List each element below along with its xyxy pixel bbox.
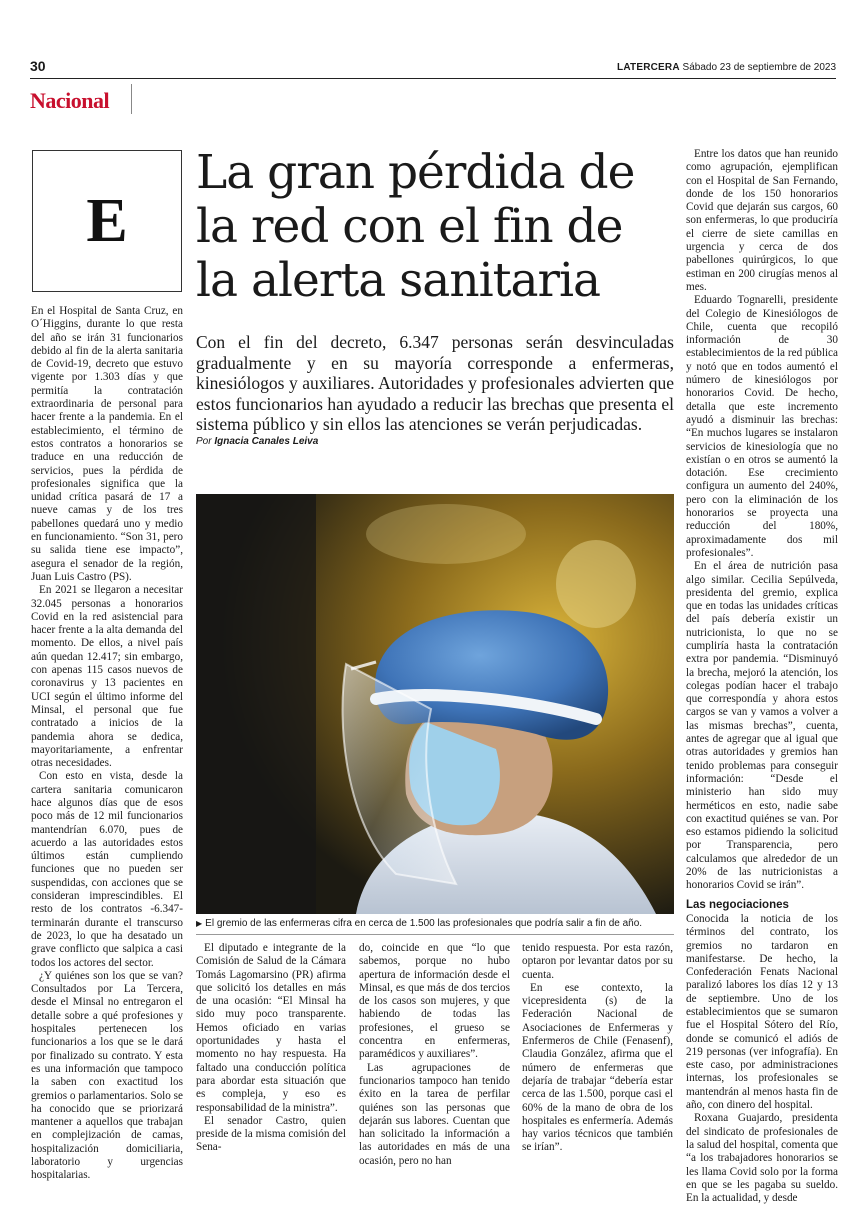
page-number: 30 [30, 58, 46, 74]
paragraph: Eduardo Tognarelli, presidente del Colegio de Kinesiólogos de Chile, cuenta que recopiló información de 30 establecimientos de la red pública y notó que en todos aumentó el número de kinesiólogos por honorarios Covid. De hecho, detalla que este incremento ayudó a disminuir las brechas: “En muchos lugares se instalaron servicios de kinesiología que no existían o en otros se aumentó la dotación. Ese crecimiento configura un aumento del 240%, pero con la eliminación de los honorarios se proyecta una reducción del 180%, aproximadamente dos mil profesionales”. [686, 294, 838, 559]
paragraph: El senador Castro, quien preside de la misma comisión del Sena- [196, 1114, 346, 1154]
paragraph: tenido respuesta. Por esta razón, optaron por levantar datos por su cuenta. [522, 942, 673, 981]
byline-author: Ignacia Canales Leiva [214, 436, 319, 447]
paragraph: Roxana Guajardo, presidenta del sindicato de profesionales de la salud del hospital, comenta que “a los trabajadores honorarios se les llama Covid solo por la forma en que se les pagaba su sueldo. En la actualidad, y desde [686, 1112, 838, 1205]
article-photo [196, 494, 674, 914]
article-column-1 [31, 305, 183, 1183]
drop-initial: E [86, 187, 128, 255]
headline: La gran pérdida de la red con el fin de la alerta sanitaria [196, 145, 635, 308]
photo-caption [196, 918, 674, 930]
publication-date: Sábado 23 de septiembre de 2023 [682, 62, 836, 73]
lede: Con el fin del decreto, 6.347 personas serán desvinculadas gradualmente y en su mayoría corresponde a enfermeras, kinesiólogos y auxiliares. Autoridades y profesionales advierten que estos funcionarios han ayudado a reducir las brechas que presenta el sistema público y sin ellos las atenciones se verán perjudicadas. [196, 332, 674, 434]
article-column-2 [196, 942, 346, 1155]
article-column-3 [359, 942, 510, 1168]
subhead: Las negociaciones [686, 898, 789, 911]
paragraph: Con esto en vista, desde la cartera sanitaria comunicaron hace algunos días que de esos poco más de 12 mil funcionarios mantendrían 6.070, pues de acuerdo a las autoridades estos últimos están cumpliendo funciones que no pueden ser suspendidas, con acciones que se consideran imprescindibles. El resto de los contratos -6.347- terminarán durante el transcurso de 2023, lo que ha desatado un grave conflicto que salpica a casi todos los actores del sector. [31, 770, 183, 969]
article-column-4 [522, 942, 673, 1155]
paragraph: En ese contexto, la vicepresidenta (s) de la Federación Nacional de Asociaciones de Enfermeras y Enfermeros de Chile (Fenasenf), Claudia González, afirma que el número de enfermeras que dejaría de trabajar “debería estar cerca de las 1.500, porque casi el 60% de la mano de obra de los hospitales es enfermería. Además hay varios técnicos que también se irían”. [522, 981, 673, 1154]
paragraph: Conocida la noticia de los términos del contrato, los gremios no tardaron en manifestarse. De hecho, la Confederación Fenats Nacional paralizó labores los días 12 y 13 de septiembre. Uno de los establecimientos que se sumaron fue el Hospital Sótero del Río, donde se comunicó el adiós de 219 personas (ver infografía). En este caso, por administraciones internas, los profesionales se mantendrán al menos hasta fin de año, con dinero del hospital. [686, 912, 838, 1112]
article-column-5 [686, 148, 838, 1205]
paragraph: Las agrupaciones de funcionarios tampoco han tenido éxito en la tarea de perfilar quiénes son las personas que dejarán sus labores. Cuentan que han solicitado la información a las autoridades en más de una ocasión, pero no han [359, 1061, 510, 1167]
paragraph: En 2021 se llegaron a necesitar 32.045 personas a honorarios Covid en la red asistencial para hacer frente a la alta demanda del momento. De ellos, a nivel país aún quedan 12.417; sin embargo, con apenas 115 casos nuevos de coronavirus y 13 pacientes en UCI según el último informe del Minsal, el personal que fue contratado a inicios de la pandemia ahora se dedica, mayoritariamente, a enfrentar otras necesidades. [31, 584, 183, 770]
paragraph: do, coincide en que “lo que sabemos, porque no hubo apertura de información desde el Minsal, es que más de dos tercios de los casos son mujeres, y que habiendo de todas las profesiones, el grueso se concentra en enfermeras, paramédicos y auxiliares”. [359, 942, 510, 1061]
byline-prefix: Por [196, 436, 212, 447]
publication-brand: LATERCERA [617, 62, 680, 73]
paragraph: En el Hospital de Santa Cruz, en O´Higgins, durante lo que resta del año se irán 31 funcionarios debido al fin de la alerta sanitaria de Covid-19, decreto que estuvo vigente por 1.303 días y que permitía la contratación extraordinaria de personal para hacer frente a la pandemia. En el establecimiento, el término de estos contratos a honorarios se traduce en una reducción de servicios, pues la pérdida de profesionales significa que la unidad crítica pasará de 17 a nueve camas y de los tres pabellones quedará uno y medio en funcionamiento. “Son 31, pero su salida tiene ese impacto”, asegura el senador de la región, Juan Luis Castro (PS). [31, 305, 183, 583]
drop-initial-box [32, 150, 182, 292]
caption-rule [196, 934, 674, 935]
publication-header [617, 62, 836, 73]
paragraph: ¿Y quiénes son los que se van? Consultados por La Tercera, desde el Minsal no entregaron el detalle sobre a qué profesiones y hospitales pertenecen los funcionarios a los que se le dará por finalizado su contrato. Y esta es una información que tampoco la saben con exactitud los gremios o parlamentarios. Solo se ha conocido que se priorizará mantener a aquellos que trabajan en complejización de camas, hospitalización domiciliaria, laboratorio y urgencias hospitalarias. [31, 969, 183, 1182]
byline [196, 436, 318, 447]
paragraph: Entre los datos que han reunido como agrupación, ejemplifican con el Hospital de San Fernando, donde de los 150 honorarios Covid que dejarán sus cargos, 60 son enfermeras, lo que produciría el cierre de siete camillas en urgencia y cerca de dos pabellones quirúrgicos, lo que estiman en 200 cirugías menos al mes. [686, 148, 838, 293]
paragraph: En el área de nutrición pasa algo similar. Cecilia Sepúlveda, presidenta del gremio, explica que en todas las unidades críticas del país debería existir un nutricionista, lo que no se cumpliría hasta la contratación extra por pandemia. “Disminuyó la brecha, mejoró la atención, los colegas podían hacer el trabajo que correspondía y ahora estos cargos se van y vamos a volver a las mismas brechas”, cuenta, antes de agregar que al igual que otras autoridades y gremios han tenido problemas para conseguir información: “Desde el ministerio han sido muy herméticos en esto, nadie sabe con exactitud quiénes se van. Por eso estamos pidiendo la solicitud por Transparencia, pero calculamos que alrededor de un 20% de las nutricionistas a honorarios Covid se irán”. [686, 560, 838, 892]
nurse-face-shield-photo [196, 494, 674, 914]
caption-arrow-icon: ▶ [196, 919, 203, 928]
caption-text: El gremio de las enfermeras cifra en cerca de 1.500 las profesionales que podría salir a fin de año. [205, 918, 643, 929]
section-title: Nacional [30, 88, 110, 113]
paragraph: El diputado e integrante de la Comisión de Salud de la Cámara Tomás Lagomarsino (PR) afirma que solicitó los detalles en más de una ocasión: “El Minsal ha sido muy poco transparente. Hemos oficiado en varias oportunidades y hasta el momento no hay respuesta. Ha faltado una conducción política para abordar esta situación que es compleja, y eso es responsabilidad de la ministra”. [196, 942, 346, 1114]
section-divider [131, 84, 132, 114]
header-rule [30, 78, 836, 79]
